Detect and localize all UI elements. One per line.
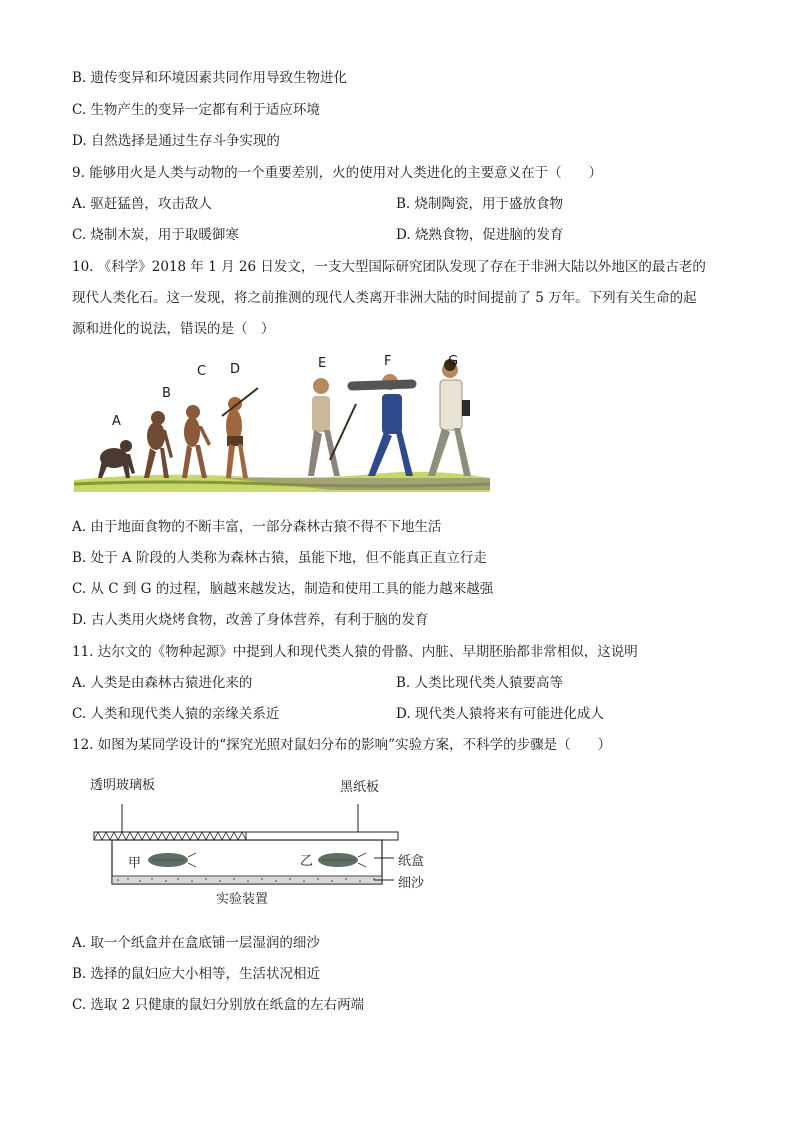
figure-label-f: F — [384, 354, 392, 369]
q9-option-d: D. 烧熟食物，促进脑的发育 — [396, 227, 564, 243]
q9-option-b: B. 烧制陶瓷，用于盛放食物 — [396, 196, 564, 212]
q11-stem: 11. 达尔文的《物种起源》中提到人和现代类人猿的骨骼、内脏、早期胚胎都非常相似，这说明 — [72, 644, 638, 660]
q9-option-a: A. 驱赶猛兽，攻击敌人 — [72, 196, 212, 212]
figure-label-g: G — [448, 354, 459, 369]
figure-label-d: D — [230, 362, 241, 377]
q11-option-b: B. 人类比现代类人猿要高等 — [396, 675, 564, 691]
apparatus-caption: 实验装置 — [216, 892, 269, 907]
q11-option-d: D. 现代类人猿将来有可能进化成人 — [396, 706, 604, 722]
q11-option-c: C. 人类和现代类人猿的亲缘关系近 — [72, 706, 280, 722]
figure-label-b: B — [162, 386, 171, 401]
paper-box-label: 纸盒 — [398, 854, 425, 869]
q12-option-b: B. 选择的鼠妇应大小相等，生活状况相近 — [72, 966, 321, 982]
q10-option-a: A. 由于地面食物的不断丰富，一部分森林古猿不得不下地生活 — [72, 519, 442, 535]
q8-option-c: C. 生物产生的变异一定都有利于适应环境 — [72, 102, 320, 118]
glass-plate-label: 透明玻璃板 — [90, 778, 156, 793]
left-side-label: 甲 — [128, 856, 142, 871]
black-paper-label: 黑纸板 — [340, 780, 380, 795]
q12-option-a: A. 取一个纸盒并在盒底铺一层湿润的细沙 — [72, 935, 320, 951]
q8-option-b: B. 遗传变异和环境因素共同作用导致生物进化 — [72, 70, 348, 86]
q10-stem-line-2: 现代人类化石。这一发现，将之前推测的现代人类离开非洲大陆的时间提前了 5 万年。下列有关生命的起 — [72, 290, 697, 306]
figure-a-ape — [98, 440, 135, 478]
q10-stem-line-1: 10. 《科学》2018 年 1 月 26 日发文，一支大型国际研究团队发现了存在于非洲大陆以外地区的最古老的 — [72, 259, 706, 275]
figure-e-human — [308, 378, 356, 476]
right-side-label: 乙 — [300, 854, 314, 869]
q9-option-c: C. 烧制木炭，用于取暖御寒 — [72, 227, 239, 243]
fine-sand-label: 细沙 — [398, 876, 425, 891]
woodlouse-right — [318, 853, 366, 867]
figure-g-human — [428, 359, 471, 476]
figure-label-e: E — [318, 356, 327, 371]
q10-option-d: D. 古人类用火烧烤食物，改善了身体营养，有利于脑的发育 — [72, 612, 429, 628]
q12-stem: 12. 如图为某同学设计的“探究光照对鼠妇分布的影响”实验方案，不科学的步骤是（ ） — [72, 737, 612, 753]
q11-option-a: A. 人类是由森林古猿进化来的 — [72, 675, 253, 691]
figure-d-hominid — [222, 388, 258, 478]
figure-f-human — [352, 374, 413, 476]
figure-label-c: C — [197, 364, 207, 379]
woodlouse-left — [148, 853, 196, 867]
human-evolution-figure — [72, 350, 492, 495]
figure-b-hominid — [144, 411, 173, 478]
figure-label-a: A — [112, 414, 121, 429]
experiment-apparatus-figure — [88, 770, 438, 910]
q8-option-d: D. 自然选择是通过生存斗争实现的 — [72, 133, 280, 149]
q9-stem: 9. 能够用火是人类与动物的一个重要差别，火的使用对人类进化的主要意义在于（ ） — [72, 165, 603, 181]
q10-stem-line-3: 源和进化的说法，错误的是（ ） — [72, 321, 275, 337]
q10-option-b: B. 处于 A 阶段的人类称为森林古猿，虽能下地，但不能真正直立行走 — [72, 550, 487, 566]
q12-option-c: C. 选取 2 只健康的鼠妇分别放在纸盒的左右两端 — [72, 997, 365, 1013]
q10-option-c: C. 从 C 到 G 的过程，脑越来越发达，制造和使用工具的能力越来越强 — [72, 581, 494, 597]
figure-c-hominid — [182, 405, 211, 478]
